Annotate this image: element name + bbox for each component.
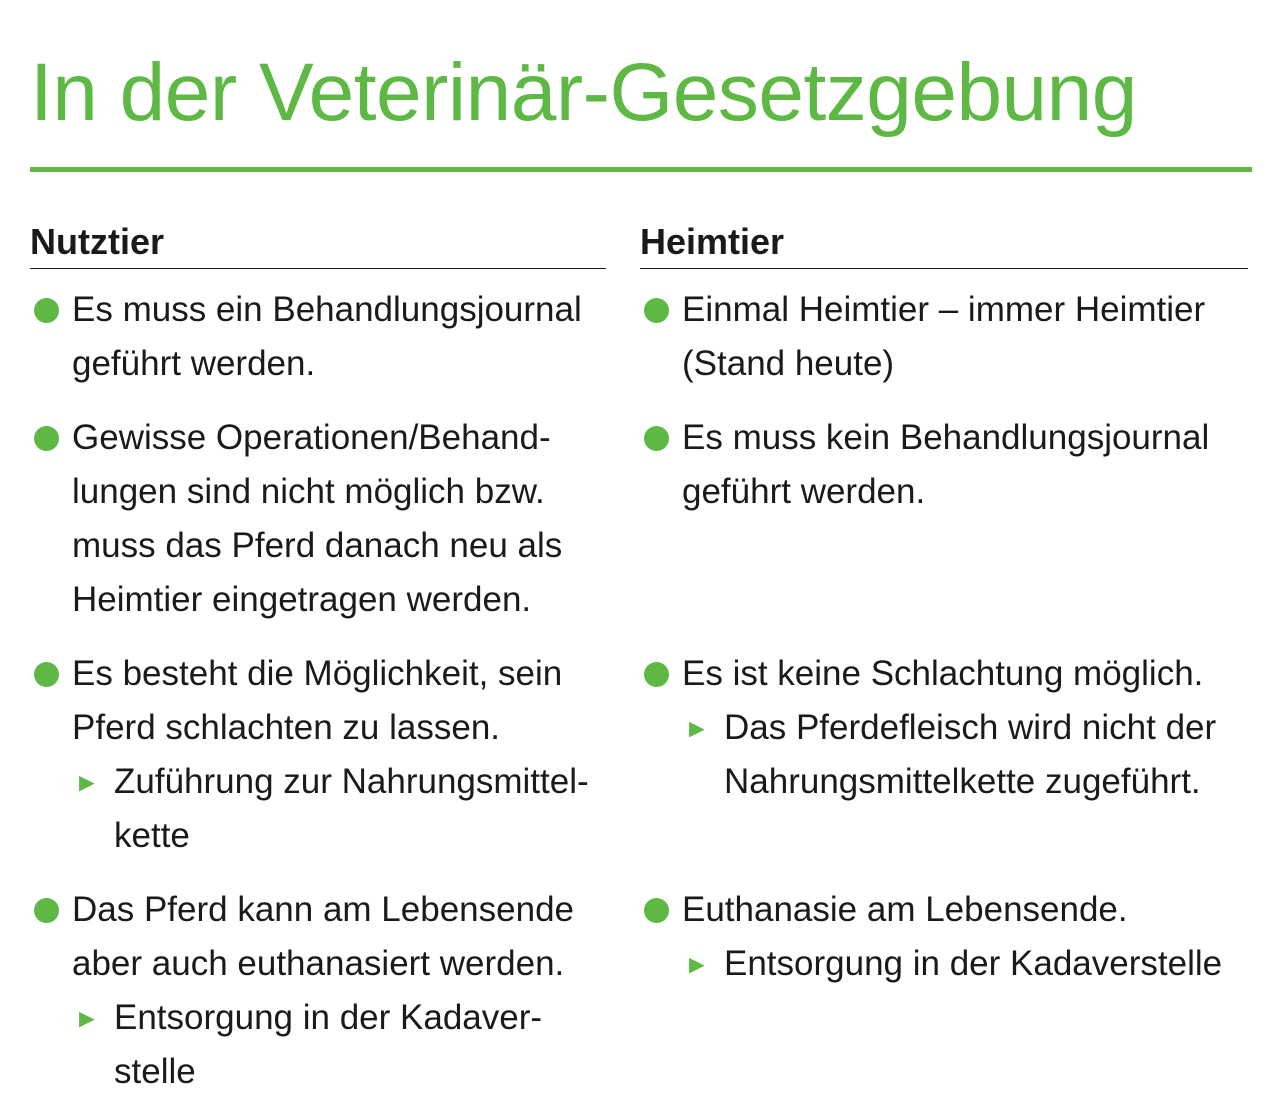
- column-heading-nutztier: Nutztier: [30, 222, 606, 269]
- triangle-arrow-icon: ►: [74, 767, 100, 797]
- list-item-text: Euthanasie am Lebensende.: [682, 890, 1128, 929]
- list-item-text: Das Pferd kann am Lebensende aber auch euthanasiert werden.: [72, 890, 574, 983]
- list-item-consequence: [72, 755, 606, 863]
- list-item-consequence: [682, 937, 1248, 991]
- list-item-consequence-text: Entsorgung in der Kadaver-stelle: [114, 998, 543, 1091]
- list-item-consequence-text: Zuführung zur Nahrungsmittel-kette: [114, 762, 589, 855]
- list-item-consequence-text: Das Pferdefleisch wird nicht der Nahrungsmittelkette zugeführt.: [724, 708, 1217, 801]
- bullet-list-nutztier: [30, 283, 606, 1099]
- bullet-list-heimtier: [640, 283, 1248, 991]
- list-item: [30, 283, 606, 391]
- title-divider: [30, 167, 1252, 172]
- list-item-text: Es muss kein Behandlungsjournal geführt werden.: [682, 418, 1210, 511]
- triangle-arrow-icon: ►: [684, 713, 710, 743]
- bullet-dot-icon: [34, 426, 59, 451]
- list-item: [30, 411, 606, 627]
- page-title: In der Veterinär-Gesetzgebung: [30, 47, 1137, 138]
- column-heading-heimtier: Heimtier: [640, 222, 1248, 269]
- bullet-dot-icon: [644, 898, 669, 923]
- list-item: [640, 283, 1248, 391]
- bullet-dot-icon: [644, 662, 669, 687]
- list-item-consequence-text: Entsorgung in der Kadaverstelle: [724, 944, 1223, 983]
- list-item: [640, 411, 1248, 519]
- triangle-arrow-icon: ►: [74, 1003, 100, 1033]
- bullet-dot-icon: [644, 426, 669, 451]
- list-item-text: Einmal Heimtier – immer Heimtier (Stand heute): [682, 290, 1206, 383]
- list-item: [30, 883, 606, 1099]
- column-heimtier: [640, 222, 1248, 991]
- list-item-consequence: [72, 991, 606, 1099]
- list-item: [640, 647, 1248, 809]
- list-item-text: Es ist keine Schlachtung möglich.: [682, 654, 1204, 693]
- triangle-arrow-icon: ►: [684, 949, 710, 979]
- bullet-dot-icon: [34, 898, 59, 923]
- list-item-text: Es muss ein Behandlungsjournal geführt werden.: [72, 290, 582, 383]
- list-item-text: Gewisse Operationen/Behand-lungen sind nicht möglich bzw. muss das Pferd danach neu als Heimtier eingetragen werden.: [72, 418, 563, 619]
- list-item-text: Es besteht die Möglichkeit, sein Pferd schlachten zu lassen.: [72, 654, 563, 747]
- list-item: [30, 647, 606, 863]
- list-item: [640, 883, 1248, 991]
- bullet-dot-icon: [34, 662, 59, 687]
- bullet-dot-icon: [644, 298, 669, 323]
- list-item-consequence: [682, 701, 1248, 809]
- column-nutztier: [30, 222, 606, 1099]
- bullet-dot-icon: [34, 298, 59, 323]
